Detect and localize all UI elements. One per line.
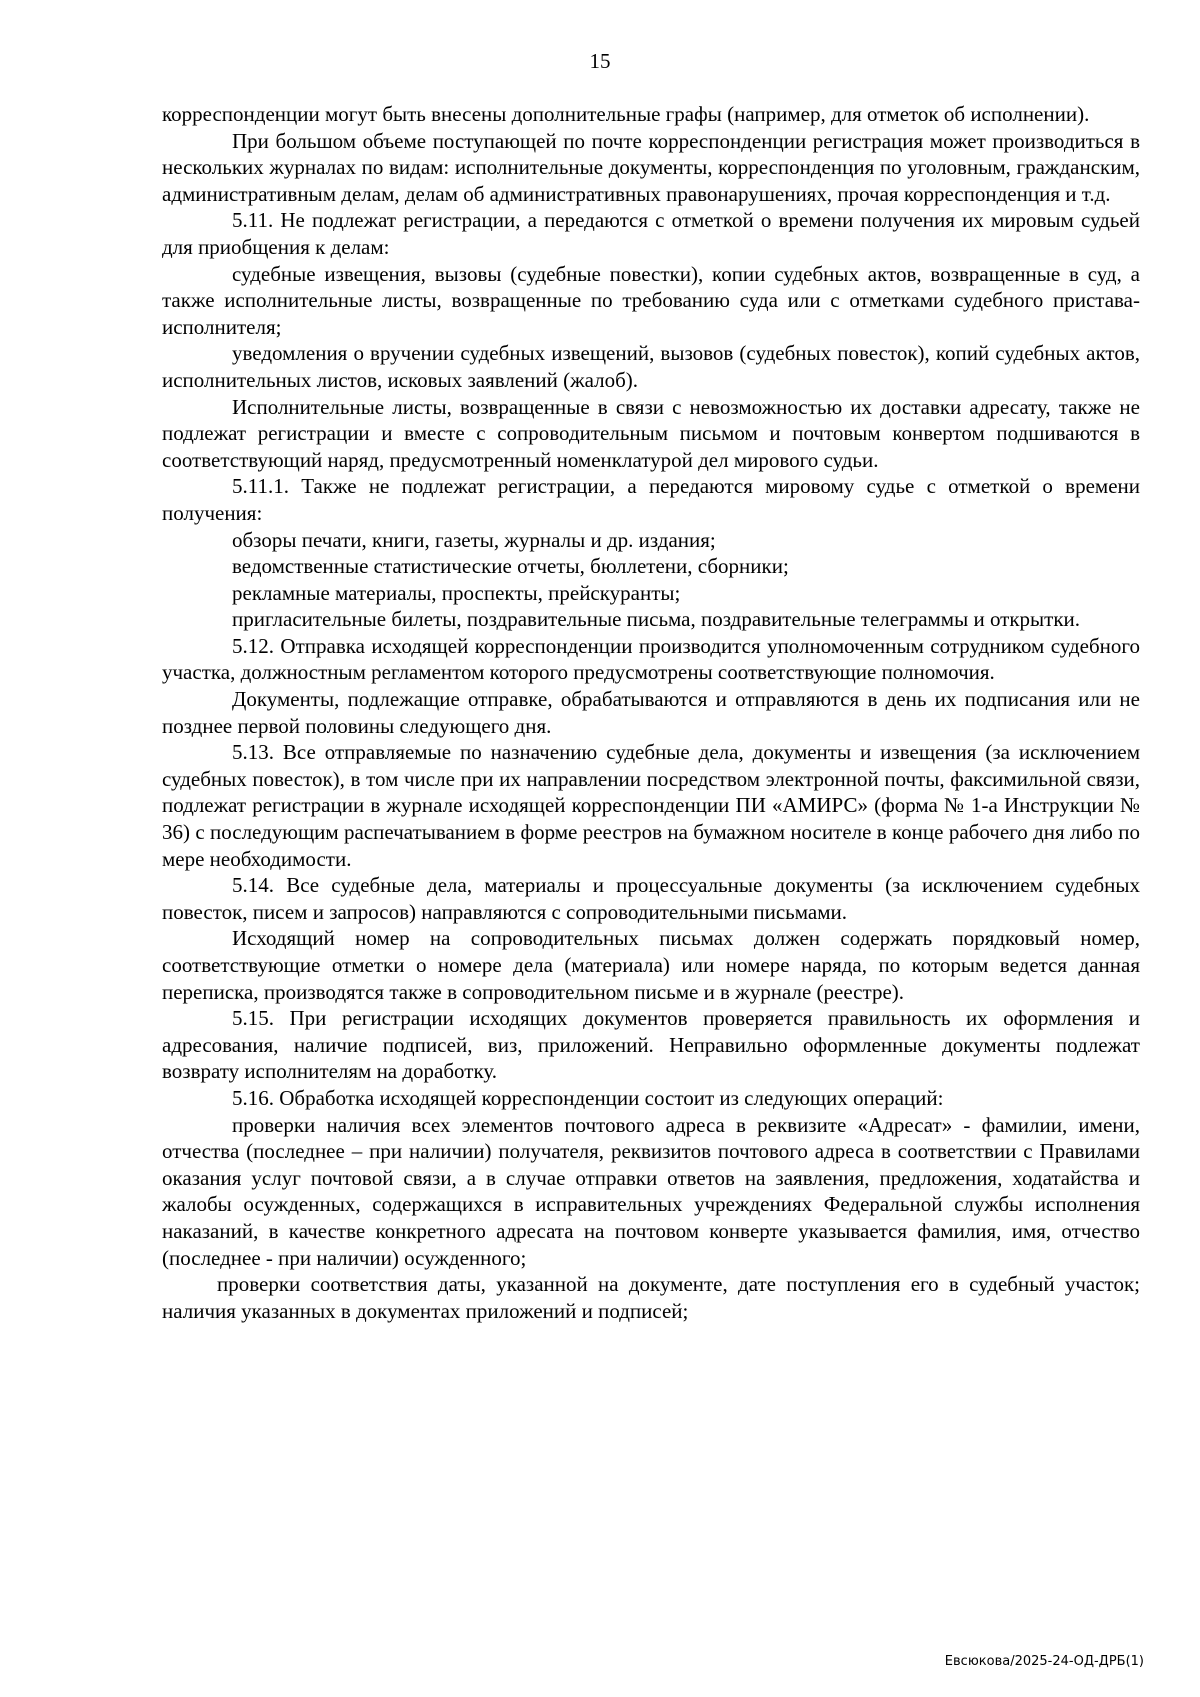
list-item: проверки соответствия даты, указанной на документе, дате поступления его в судебный участок; наличия указанных в документах приложений и подписей; <box>162 1272 1140 1323</box>
list-item: обзоры печати, книги, газеты, журналы и др. издания; <box>232 527 716 552</box>
list-item: уведомления о вручении судебных извещений, вызовов (судебных повесток), копий судебных актов, исполнительных листов, исковых заявлений (жалоб). <box>162 341 1140 392</box>
paragraph-clause-5-11-1: 5.11.1. Также не подлежат регистрации, а передаются мировому судье с отметкой о времени получения: <box>162 474 1140 525</box>
document-body <box>162 101 1140 1324</box>
paragraph-clause-5-13: 5.13. Все отправляемые по назначению судебные дела, документы и извещения (за исключением судебных повесток), в том числе при их направлении посредством электронной почты, факсимильной связи, подлежат регистрации в журнале исходящей корреспонденции ПИ «АМИРС» (форма № 1-а Инструкции № 36) с последующим распечатыванием в форме реестров на бумажном носителе в конце рабочего дня либо по мере необходимости. <box>162 740 1140 871</box>
list-item: судебные извещения, вызовы (судебные повестки), копии судебных актов, возвращенные в суд, а также исполнительные листы, возвращенные по требованию суда или с отметками судебного пристава-исполнителя; <box>162 261 1140 339</box>
paragraph: При большом объеме поступающей по почте корреспонденции регистрация может производиться в нескольких журналах по видам: исполнительные документы, корреспонденция по уголовным, гражданским, административным делам, делам об административных правонарушениях, прочая корреспонденция и т.д. <box>162 128 1140 206</box>
paragraph-clause-5-14: 5.14. Все судебные дела, материалы и процессуальные документы (за исключением судебных повесток, писем и запросов) направляются с сопроводительными письмами. <box>162 873 1140 924</box>
paragraph: корреспонденции могут быть внесены дополнительные графы (например, для отметок об исполнении). <box>162 102 1090 126</box>
paragraph-clause-5-12: 5.12. Отправка исходящей корреспонденции производится уполномоченным сотрудником судебного участка, должностным регламентом которого предусмотрены соответствующие полномочия. <box>162 633 1140 685</box>
paragraph-clause-5-11: 5.11. Не подлежат регистрации, а передаются с отметкой о времени получения их мировым судьей для приобщения к делам: <box>162 208 1140 259</box>
paragraph-clause-5-16: 5.16. Обработка исходящей корреспонденции состоит из следующих операций: <box>232 1085 944 1110</box>
paragraph: Документы, подлежащие отправке, обрабатываются и отправляются в день их подписания или не позднее первой половины следующего дня. <box>162 687 1140 738</box>
footer-document-code: Евсюкова/2025-24-ОД-ДРБ(1) <box>944 1654 1144 1669</box>
page-number: 15 <box>589 49 611 73</box>
paragraph-clause-5-15: 5.15. При регистрации исходящих документов проверяется правильность их оформления и адресования, наличие подписей, виз, приложений. Неправильно оформленные документы подлежат возврату исполнителям на доработку. <box>162 1006 1140 1084</box>
paragraph: Исполнительные листы, возвращенные в связи с невозможностью их доставки адресату, также не подлежат регистрации и вместе с сопроводительным письмом и почтовым конвертом подшиваются в соответствующий наряд, предусмотренный номенклатурой дел мирового судьи. <box>162 394 1140 472</box>
list-item: пригласительные билеты, поздравительные письма, поздравительные телеграммы и открытки. <box>232 607 1081 632</box>
list-item: проверки наличия всех элементов почтового адреса в реквизите «Адресат» - фамилии, имени, отчества (последнее – при наличии) получателя, реквизитов почтового адреса в соответствии с Правилами оказания услуг почтовой связи, а в случае отправки ответов на заявления, предложения, ходатайства и жалобы осужденных, содержащихся в исправительных учреждениях Федеральной службы исполнения наказаний, в качестве конкретного адресата на почтовом конверте указывается фамилия, имя, отчество (последнее - при наличии) осужденного; <box>162 1112 1140 1270</box>
list-item: ведомственные статистические отчеты, бюллетени, сборники; <box>232 554 789 579</box>
list-item: рекламные материалы, проспекты, прейскуранты; <box>232 580 681 605</box>
paragraph: Исходящий номер на сопроводительных письмах должен содержать порядковый номер, соответствующие отметки о номере дела (материала) или номере наряда, по которым ведется данная переписка, производятся также в сопроводительном письме и в журнале (реестре). <box>162 926 1140 1004</box>
